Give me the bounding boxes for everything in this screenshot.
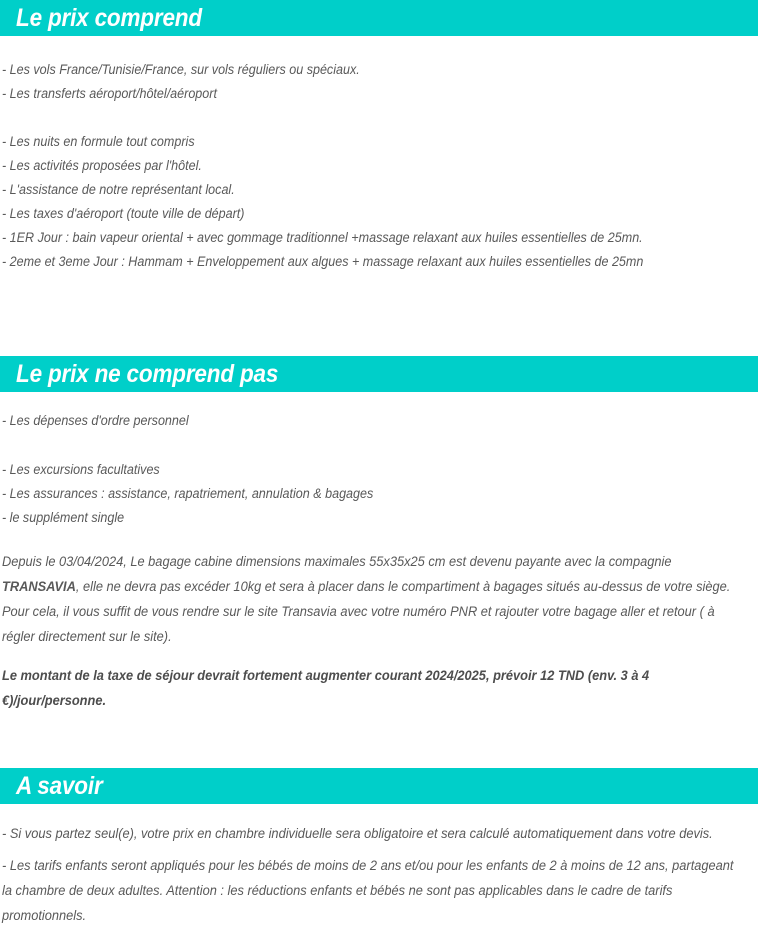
section-title-a-savoir: A savoir xyxy=(16,771,103,800)
spacer xyxy=(2,649,746,663)
list-item: - Les taxes d'aéroport (toute ville de départ) xyxy=(2,206,245,221)
list-item: - 2eme et 3eme Jour : Hammam + Enveloppement aux algues + massage relaxant aux huiles essentielles de 25mn xyxy=(2,254,644,269)
paragraph-tourist-tax: Le montant de la taxe de séjour devrait fortement augmenter courant 2024/2025, prévoir 12 TND (env. 3 à 4 €)/jour/personne. xyxy=(2,668,650,708)
section-title-prix-ne-comprend-pas: Le prix ne comprend pas xyxy=(16,359,279,388)
spacer xyxy=(2,530,746,549)
list-item: - Les dépenses d'ordre personnel xyxy=(2,413,189,428)
airline-name: TRANSAVIA xyxy=(2,579,76,594)
paragraph-child-rates: - Les tarifs enfants seront appliqués pour les bébés de moins de 2 ans et/ou pour les enfants de 2 à moins de 12 ans, partageant la chambre de deux adultes. Attention : les réductions enfants et bébés ne sont pas applicables dans le cadre de tarifs promotionnels. xyxy=(2,858,734,923)
section-header-a-savoir xyxy=(0,768,758,804)
section-body-prix-comprend xyxy=(0,36,758,356)
list-item: - Les nuits en formule tout compris xyxy=(2,134,195,149)
spacer xyxy=(2,36,746,58)
list-item: - Les assurances : assistance, rapatriement, annulation & bagages xyxy=(2,486,374,501)
section-title-prix-comprend: Le prix comprend xyxy=(16,3,202,32)
section-header-prix-ne-comprend-pas xyxy=(0,356,758,392)
list-item: - 1ER Jour : bain vapeur oriental + avec gommage traditionnel +massage relaxant aux huiles essentielles de 25mn. xyxy=(2,230,643,245)
section-body-a-savoir xyxy=(0,804,758,928)
paragraph-single-room: - Si vous partez seul(e), votre prix en chambre individuelle sera obligatoire et sera calculé automatiquement dans votre devis. xyxy=(2,826,713,841)
list-item: - Les transferts aéroport/hôtel/aéroport xyxy=(2,86,217,101)
spacer xyxy=(2,433,746,458)
list-item: - Les activités proposées par l'hôtel. xyxy=(2,158,202,173)
section-body-prix-ne-comprend-pas xyxy=(0,392,758,768)
list-item: - le supplément single xyxy=(2,510,125,525)
spacer xyxy=(2,274,746,356)
spacer xyxy=(2,392,746,409)
paragraph-baggage-text-before: Depuis le 03/04/2024, Le bagage cabine dimensions maximales 55x35x25 cm est devenu payante avec la compagnie xyxy=(2,554,672,569)
paragraph-baggage-text-after: , elle ne devra pas excéder 10kg et sera à placer dans le compartiment à bagages situés au-dessus de votre siège. Pour cela, il vous suffit de vous rendre sur le site Transavia avec votre numéro PNR et rajouter votre bagage aller et retour ( à régler directement sur le site). xyxy=(2,579,731,644)
list-item: - Les excursions facultatives xyxy=(2,462,160,477)
spacer xyxy=(2,713,746,768)
spacer xyxy=(2,106,746,130)
paragraph-baggage-policy xyxy=(2,549,744,649)
list-item: - Les vols France/Tunisie/France, sur vols réguliers ou spéciaux. xyxy=(2,62,360,77)
section-header-prix-comprend xyxy=(0,0,758,36)
list-item: - L'assistance de notre représentant local. xyxy=(2,182,235,197)
spacer xyxy=(2,846,746,853)
spacer xyxy=(2,804,746,821)
